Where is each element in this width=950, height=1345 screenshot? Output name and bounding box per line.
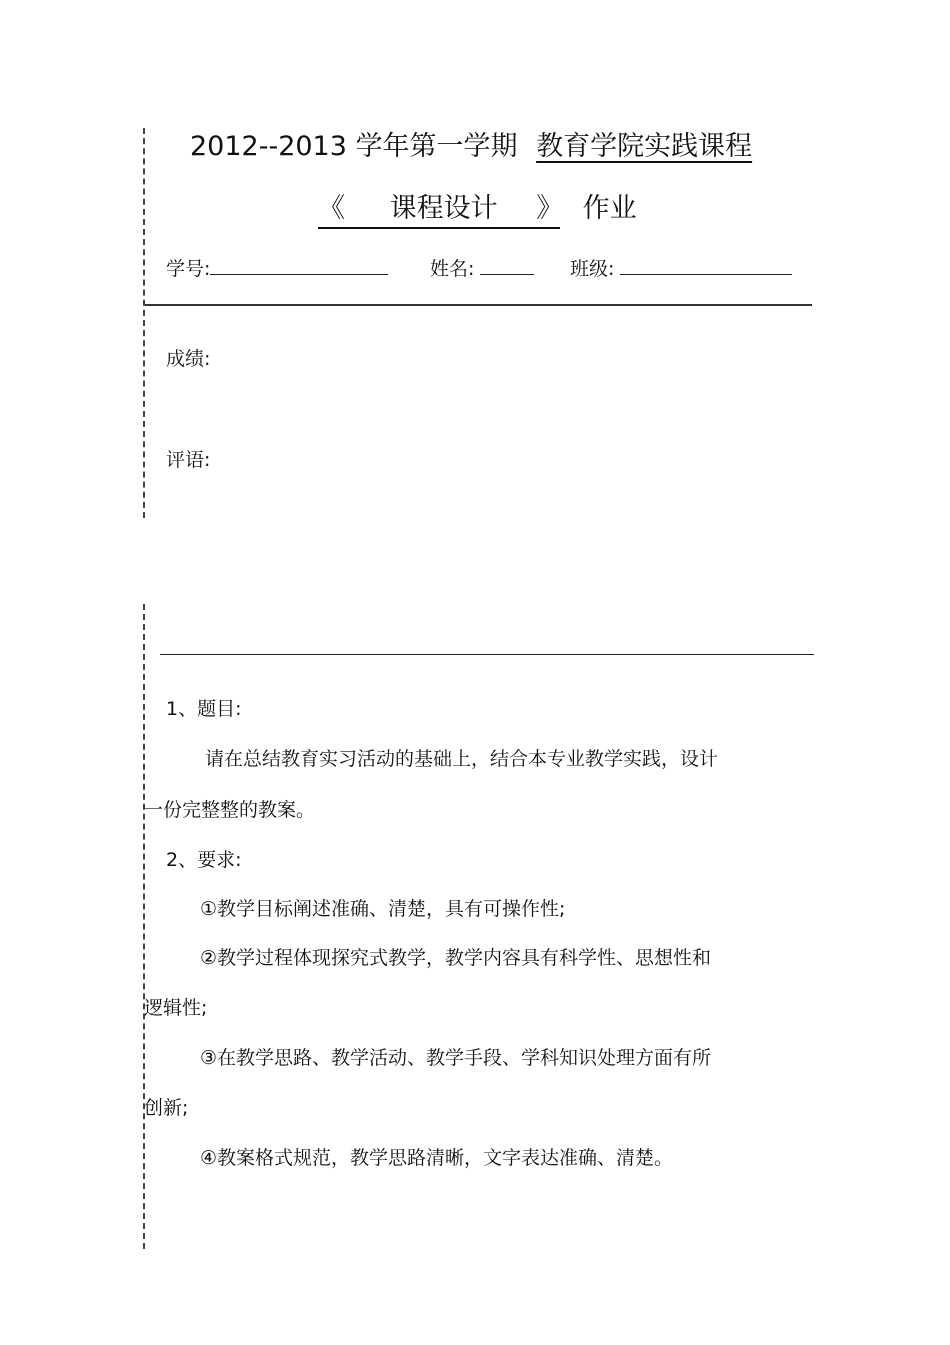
assignment-word: 作业 (582, 193, 637, 224)
topic-line-1: 请在总结教育实习活动的基础上，结合本专业教学实践，设计 (205, 748, 719, 770)
requirement-2-line-2: 逻辑性; (144, 997, 208, 1019)
open-quote: 《 (318, 193, 345, 224)
course-name-underlined (318, 186, 564, 229)
comment-label: 评语: (166, 449, 211, 471)
requirement-3-line-2: 创新; (144, 1097, 189, 1119)
name-group (430, 254, 534, 281)
name-label: 姓名: (430, 258, 475, 280)
binding-dashed-line-top (143, 128, 145, 518)
name-field[interactable] (480, 256, 534, 275)
grade-label: 成绩: (166, 348, 211, 370)
course-name: 课程设计 (389, 193, 498, 224)
year-text: 2012--2013 (190, 131, 347, 162)
requirement-3-line-1: ③在教学思路、教学活动、教学手段、学科知识处理方面有所 (200, 1047, 712, 1069)
student-id-label: 学号: (166, 258, 211, 280)
student-id-field[interactable] (210, 256, 388, 275)
class-group (570, 254, 792, 281)
page-title-line2 (318, 186, 637, 229)
semester-text: 学年第一学期 (355, 131, 518, 162)
requirement-2-line-1: ②教学过程体现探究式教学，教学内容具有科学性、思想性和 (200, 947, 712, 969)
class-field[interactable] (620, 256, 792, 275)
content-separator-line (160, 654, 814, 655)
page-title-line1 (190, 124, 752, 163)
info-separator-line (145, 304, 812, 306)
topic-line-2: 一份完整整的教案。 (144, 799, 316, 821)
topic-heading: 1、题目: (166, 698, 242, 720)
requirement-1: ①教学目标阐述准确、清楚，具有可操作性; (200, 898, 566, 920)
requirement-4: ④教案格式规范，教学思路清晰，文字表达准确、清楚。 (200, 1147, 674, 1169)
binding-dashed-line-bottom (143, 604, 145, 1249)
student-info-row (166, 254, 388, 281)
requirements-heading: 2、要求: (166, 849, 242, 871)
close-quote: 》 (536, 193, 564, 224)
course-text: 教育学院实践课程 (536, 131, 753, 162)
class-label: 班级: (570, 258, 615, 280)
